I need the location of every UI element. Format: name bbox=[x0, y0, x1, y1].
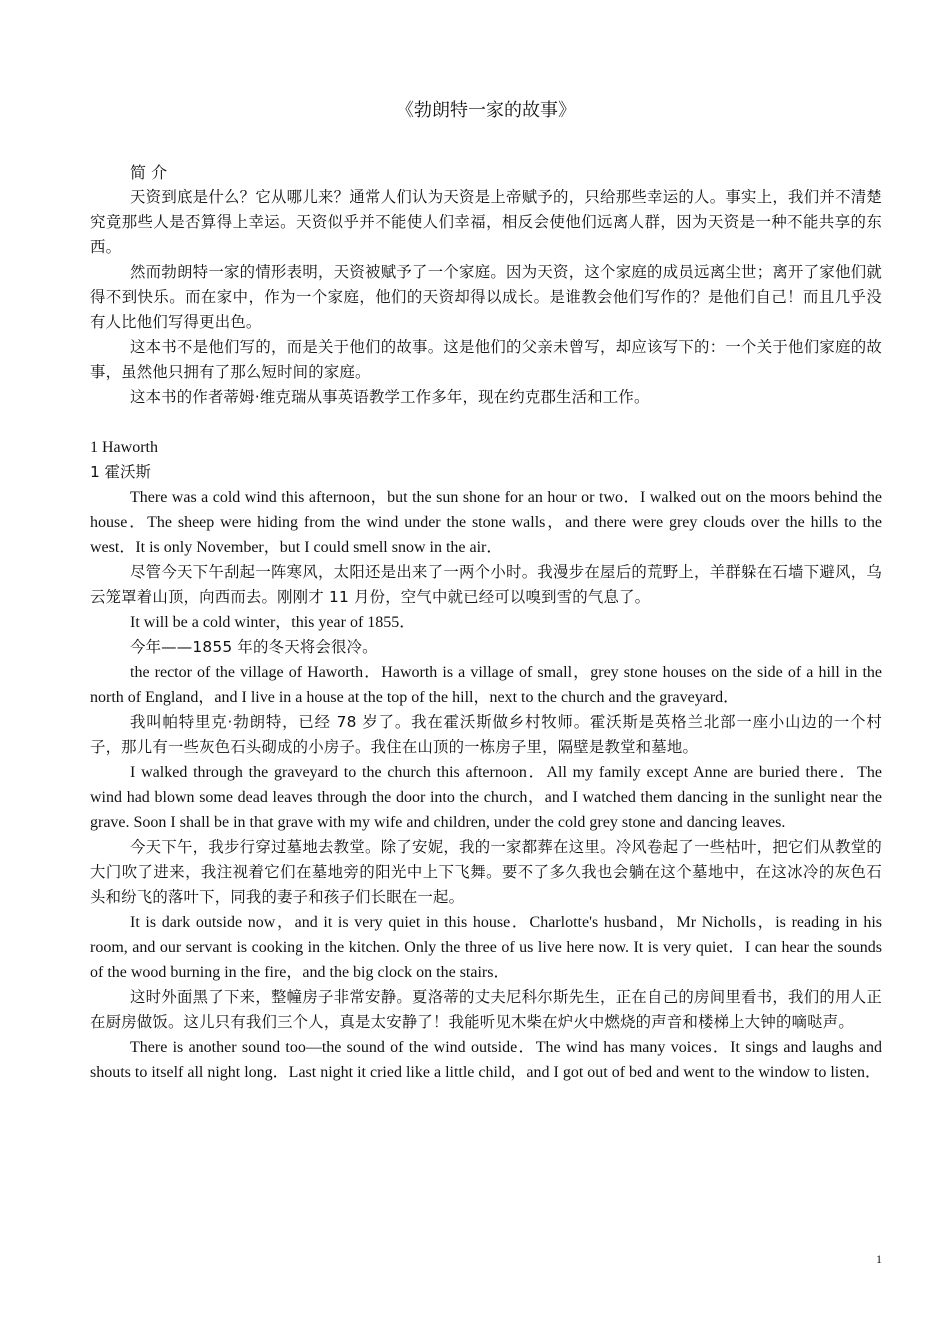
intro-paragraph: 这本书不是他们写的，而是关于他们的故事。这是他们的父亲未曾写，却应该写下的：一个关于他们家庭的故事，虽然他只拥有了那么短时间的家庭。 bbox=[90, 338, 882, 381]
intro-paragraph: 天资到底是什么？它从哪儿来？通常人们认为天资是上帝赋予的，只给那些幸运的人。事实上，我们并不清楚究竟那些人是否算得上幸运。天资似乎并不能使人们幸福，相反会使他们远离人群，因为天资是一种不能共享的东西。 bbox=[90, 188, 882, 256]
chapter-paragraph-chinese: 今天下午，我步行穿过墓地去教堂。除了安妮，我的一家都葬在这里。冷风卷起了一些枯叶，把它们从教堂的大门吹了进来，我注视着它们在墓地旁的阳光中上下飞舞。要不了多久我也会躺在这个墓地中，在这冰冷的灰色石头和纷飞的落叶下，同我的妻子和孩子们长眠在一起。 bbox=[90, 838, 882, 906]
chapter-paragraph-english: It will be a cold winter，this year of 1855． bbox=[130, 614, 416, 631]
chapter-title-english: 1 Haworth bbox=[90, 439, 158, 456]
section-gap bbox=[90, 410, 882, 435]
intro-heading: 简 介 bbox=[130, 163, 168, 182]
chapter-paragraph-english: There is another sound too—the sound of the wind outside．The wind has many voices．It sings and laughs and shouts to itself all night long．Last night it cried like a little child，and I got out of bed and went to the window to listen． bbox=[90, 1039, 882, 1081]
chapter-paragraph-english: the rector of the village of Haworth．Haworth is a village of small，grey stone houses on the side of a hill in the north of England，and I live in a house at the top of the hill，next to the church and the graveyard． bbox=[90, 664, 882, 706]
intro-paragraph: 然而勃朗特一家的情形表明，天资被赋予了一个家庭。因为天资，这个家庭的成员远离尘世；离开了家他们就得不到快乐。而在家中，作为一个家庭，他们的天资却得以成长。是谁教会他们写作的？是他们自己！而且几乎没有人比他们写得更出色。 bbox=[90, 263, 882, 331]
chapter-paragraph-english: I walked through the graveyard to the church this afternoon．All my family except Anne are buried there．The wind had blown some dead leaves through the door into the church，and I watched them dancing in the sunlight near the grave. Soon I shall be in that grave with my wife and children, under the cold grey stone and dancing leaves. bbox=[90, 764, 882, 831]
document-title: 《勃朗特一家的故事》 bbox=[396, 100, 576, 121]
document-page bbox=[90, 98, 882, 1085]
chapter-paragraph-english: It is dark outside now，and it is very quiet in this house．Charlotte's husband，Mr Nicholls，is reading in his room, and our servant is cooking in the kitchen. Only the three of us live here now. It is very quiet．I can hear the sounds of the wood burning in the fire，and the big clock on the stairs． bbox=[90, 914, 882, 981]
chapter-paragraph-chinese: 尽管今天下午刮起一阵寒风，太阳还是出来了一两个小时。我漫步在屋后的荒野上，羊群躲在石墙下避风，乌云笼罩着山顶，向西而去。刚刚才 11 月份，空气中就已经可以嗅到雪的气息了。 bbox=[90, 563, 882, 606]
chapter-paragraph-chinese: 我叫帕特里克·勃朗特，已经 78 岁了。我在霍沃斯做乡村牧师。霍沃斯是英格兰北部一座小山边的一个村子，那儿有一些灰色石头砌成的小房子。我住在山顶的一栋房子里，隔壁是教堂和墓地。 bbox=[90, 713, 882, 756]
chapter-paragraph-chinese: 这时外面黑了下来，整幢房子非常安静。夏洛蒂的丈夫尼科尔斯先生，正在自己的房间里看书，我们的用人正在厨房做饭。这儿只有我们三个人，真是太安静了！我能听见木柴在炉火中燃烧的声音和楼梯上大钟的嘀哒声。 bbox=[90, 988, 882, 1031]
chapter-paragraph-english: There was a cold wind this afternoon，but the sun shone for an hour or two．I walked out on the moors behind the house．The sheep were hiding from the wind under the stone walls，and there were grey clouds over the hills to the west．It is only November，but I could smell snow in the air． bbox=[90, 489, 882, 556]
intro-paragraph: 这本书的作者蒂姆·维克瑞从事英语教学工作多年，现在约克郡生活和工作。 bbox=[130, 388, 650, 406]
chapter-paragraph-chinese: 今年——1855 年的冬天将会很冷。 bbox=[130, 638, 378, 656]
page-number: 1 bbox=[876, 1252, 882, 1266]
chapter-title-chinese: 1 霍沃斯 bbox=[90, 463, 151, 481]
